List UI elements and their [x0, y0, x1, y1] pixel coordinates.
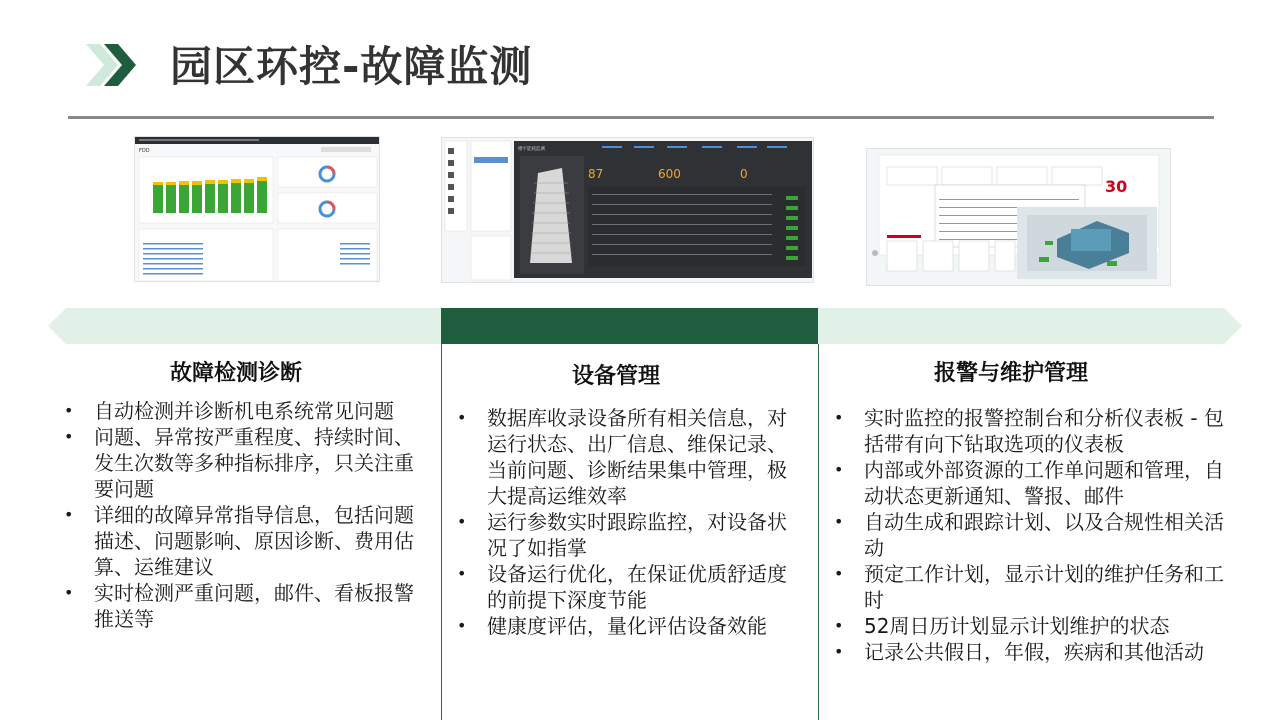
equipment-panel-label: 楼宇能耗监测 — [518, 147, 545, 152]
heading-equipment-management: 设备管理 — [572, 364, 661, 389]
list-item: • 内部或外部资源的工作单问题和管理，自动状态更新通知、警报、邮件 — [834, 457, 1224, 509]
heading-fault-detection: 故障检测诊断 — [170, 361, 303, 386]
alarm-maintenance-list — [834, 405, 1224, 665]
list-item: • 自动检测并诊断机电系统常见问题 — [64, 398, 414, 424]
list-item: • 数据库收录设备所有相关信息，对运行状态、出厂信息、维保记录、当前问题、诊断结果集中管理，极大提高运维效率 — [457, 405, 787, 509]
column-divider — [441, 344, 442, 720]
chevron-double-right-icon — [86, 44, 138, 86]
equipment-management-screenshot — [441, 137, 814, 283]
heading-alarm-maintenance: 报警与维护管理 — [934, 361, 1089, 386]
list-item: • 实时检测严重问题，邮件、看板报警推送等 — [64, 580, 414, 632]
svg-text:0: 0 — [740, 167, 748, 181]
alarm-maintenance-screenshot — [866, 148, 1171, 286]
page-title: 园区环控-故障监测 — [170, 42, 533, 91]
equipment-management-list — [457, 405, 787, 639]
list-item: • 预定工作计划，显示计划的维护任务和工时 — [834, 561, 1224, 613]
fdd-label: FDD — [139, 148, 150, 154]
alarm-count: 30 — [1105, 177, 1128, 196]
list-item: • 运行参数实时跟踪监控，对设备状况了如指掌 — [457, 509, 787, 561]
list-item: • 问题、异常按严重程度、持续时间、发生次数等多种指标排序，只关注重要问题 — [64, 424, 414, 502]
list-item: • 自动生成和跟踪计划、以及合规性相关活动 — [834, 509, 1224, 561]
fault-dashboard-screenshot — [134, 136, 380, 282]
column-divider — [818, 344, 819, 720]
list-item: • 健康度评估，量化评估设备效能 — [457, 613, 787, 639]
list-item: • 设备运行优化，在保证优质舒适度的前提下深度节能 — [457, 561, 787, 613]
fault-detection-list — [64, 398, 414, 632]
list-item: • 记录公共假日，年假，疾病和其他活动 — [834, 639, 1224, 665]
list-item: • 实时监控的报警控制台和分析仪表板 - 包括带有向下钻取选项的仪表板 — [834, 405, 1224, 457]
section-band-highlight — [441, 308, 818, 344]
title-divider — [68, 116, 1214, 119]
svg-text:600: 600 — [658, 167, 681, 181]
list-item: • 52周日历计划显示计划维护的状态 — [834, 613, 1224, 639]
svg-text:87: 87 — [588, 167, 604, 181]
list-item: • 详细的故障异常指导信息，包括问题描述、问题影响、原因诊断、费用估算、运维建议 — [64, 502, 414, 580]
